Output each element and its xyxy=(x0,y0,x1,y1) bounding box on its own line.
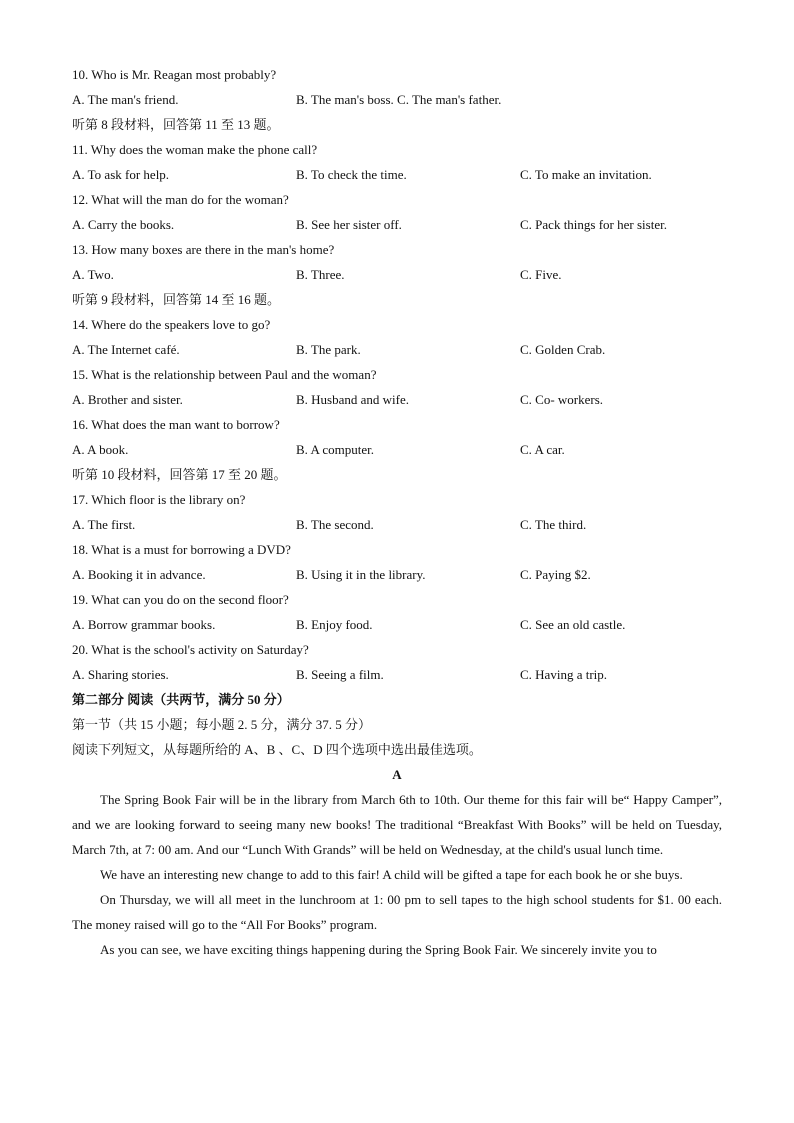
question-13: 13. How many boxes are there in the man's home? xyxy=(72,242,335,257)
option-a: A. A book. xyxy=(72,442,129,457)
question-16: 16. What does the man want to borrow? xyxy=(72,417,280,432)
option-b: B. Husband and wife. xyxy=(296,392,410,407)
option-a: A. The first. xyxy=(72,517,136,532)
question-10: 10. Who is Mr. Reagan most probably? xyxy=(72,67,277,82)
question-16-options xyxy=(72,437,722,462)
question-13-options xyxy=(72,262,722,287)
question-11-options xyxy=(72,162,722,187)
option-c: C. Golden Crab. xyxy=(520,342,606,357)
option-c: C. Pack things for her sister. xyxy=(520,217,667,232)
option-a: A. The man's friend. xyxy=(72,92,179,107)
section-instruction-10: 听第 10 段材料，回答第 17 至 20 题。 xyxy=(72,467,287,482)
question-18-options xyxy=(72,562,722,587)
question-20-options xyxy=(72,662,722,687)
reading-instruction: 阅读下列短文，从每题所给的 A、B 、C、D 四个选项中选出最佳选项。 xyxy=(72,742,482,757)
option-b: B. See her sister off. xyxy=(296,217,402,232)
option-b: B. To check the time. xyxy=(296,167,407,182)
part-two-heading: 第二部分 阅读（共两节，满分 50 分） xyxy=(72,692,290,707)
option-b: B. Three. xyxy=(296,267,345,282)
section-instruction-8: 听第 8 段材料，回答第 11 至 13 题。 xyxy=(72,117,280,132)
option-c: C. To make an invitation. xyxy=(520,167,652,182)
question-14-options xyxy=(72,337,722,362)
question-19-options xyxy=(72,612,722,637)
option-a: A. Two. xyxy=(72,267,114,282)
question-14: 14. Where do the speakers love to go? xyxy=(72,317,271,332)
section-one-heading: 第一节（共 15 小题；每小题 2. 5 分，满分 37. 5 分） xyxy=(72,717,372,732)
option-a: A. Carry the books. xyxy=(72,217,175,232)
option-a: A. Booking it in advance. xyxy=(72,567,206,582)
passage-paragraph-2: We have an interesting new change to add to this fair! A child will be gifted a tape for each book he or she buys. xyxy=(100,867,683,882)
option-b: B. A computer. xyxy=(296,442,374,457)
question-15: 15. What is the relationship between Paul and the woman? xyxy=(72,367,377,382)
question-17: 17. Which floor is the library on? xyxy=(72,492,246,507)
option-a: A. Borrow grammar books. xyxy=(72,617,216,632)
option-c: C. Having a trip. xyxy=(520,667,608,682)
question-15-options xyxy=(72,387,722,412)
passage-paragraph-4: As you can see, we have exciting things happening during the Spring Book Fair. We sincerely invite you to xyxy=(100,942,657,957)
passage-paragraph-1: The Spring Book Fair will be in the library from March 6th to 10th. Our theme for this fair will be“ Happy Camper”, and we are looking forward to seeing many new books! The traditional “Breakfast With Books” will be held on Tuesday, March 7th, at 7: 00 am. And our “Lunch With Grands” will be held on Wednesday, at the child's usual lunch time. xyxy=(72,792,722,857)
option-b: B. Using it in the library. xyxy=(296,567,426,582)
question-12: 12. What will the man do for the woman? xyxy=(72,192,289,207)
question-11: 11. Why does the woman make the phone call? xyxy=(72,142,318,157)
question-20: 20. What is the school's activity on Saturday? xyxy=(72,642,309,657)
option-a: A. The Internet café. xyxy=(72,342,180,357)
question-10-options xyxy=(72,87,722,112)
option-b-c: B. The man's boss. C. The man's father. xyxy=(296,92,502,107)
option-b: B. The park. xyxy=(296,342,361,357)
question-19: 19. What can you do on the second floor? xyxy=(72,592,289,607)
option-c: C. Paying $2. xyxy=(520,567,591,582)
exam-page xyxy=(72,62,722,962)
option-c: C. See an old castle. xyxy=(520,617,626,632)
question-12-options xyxy=(72,212,722,237)
option-a: A. To ask for help. xyxy=(72,167,170,182)
option-c: C. The third. xyxy=(520,517,587,532)
passage-paragraph-3: On Thursday, we will all meet in the lunchroom at 1: 00 pm to sell tapes to the high school students for $1. 00 each. The money raised will go to the “All For Books” program. xyxy=(72,892,722,932)
option-a: A. Brother and sister. xyxy=(72,392,183,407)
option-b: B. Enjoy food. xyxy=(296,617,373,632)
passage-label: A xyxy=(392,767,402,782)
section-instruction-9: 听第 9 段材料，回答第 14 至 16 题。 xyxy=(72,292,281,307)
question-17-options xyxy=(72,512,722,537)
question-18: 18. What is a must for borrowing a DVD? xyxy=(72,542,291,557)
option-c: C. A car. xyxy=(520,442,565,457)
option-b: B. The second. xyxy=(296,517,374,532)
option-b: B. Seeing a film. xyxy=(296,667,384,682)
option-a: A. Sharing stories. xyxy=(72,667,169,682)
option-c: C. Co- workers. xyxy=(520,392,604,407)
option-c: C. Five. xyxy=(520,267,562,282)
